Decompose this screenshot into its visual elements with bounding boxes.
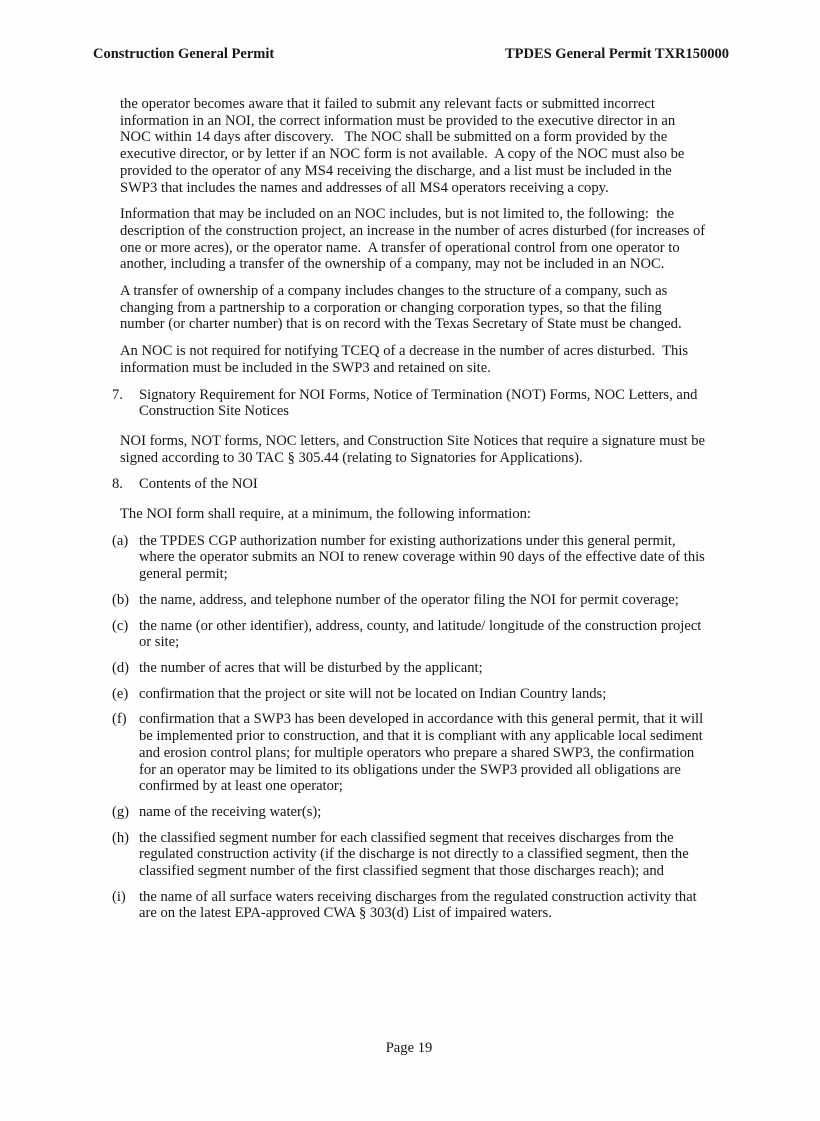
section-7-heading: [112, 387, 706, 420]
list-item-label: (h): [112, 829, 130, 846]
list-item-label: (a): [112, 532, 129, 549]
page-footer: [112, 1040, 706, 1057]
list-item-g: [112, 804, 706, 821]
paragraph-noi-form-intro: The NOI form shall require, at a minimum, the following information:: [120, 506, 531, 523]
list-item-text: the TPDES CGP authorization number for existing authorizations under this general permit, where the operator submits an NOI to renew coverage within 90 days of the effective date of this general permit;: [139, 532, 709, 583]
list-item-text: the classified segment number for each classified segment that receives discharges from the regulated construction activity (if the discharge is not directly to a classified segment, then the classified segment number of the first classified segment that those discharges reach); and: [139, 829, 693, 880]
paragraph-noc-not-required: An NOC is not required for notifying TCEQ of a decrease in the number of acres disturbed. This information must be included in the SWP3 and retained on site.: [120, 343, 692, 376]
list-item-label: (d): [112, 659, 130, 676]
page-header: [93, 46, 729, 63]
page-number: Page 19: [385, 1040, 433, 1056]
paragraph-noc-contents: Information that may be included on an NOC includes, but is not limited to, the following: the description of the construction project, an increase in the number of acres disturbed (for increases of one or more acres), or the operator name. A transfer of operational control from one operator to another, including a transfer of the ownership of a company, may not be included in an NOC.: [120, 206, 709, 273]
section-number: 8.: [112, 476, 123, 493]
list-item-f: [112, 711, 706, 795]
list-item-c: [112, 618, 706, 651]
section-number: 7.: [112, 386, 123, 403]
section-title: Signatory Requirement for NOI Forms, Notice of Termination (NOT) Forms, NOC Letters, and Construction Site Notices: [139, 386, 702, 420]
paragraph-noc-correction: the operator becomes aware that it failed to submit any relevant facts or submitted incorrect information in an NOI, the correct information must be provided to the executive director in an NOC within 14 days after discovery. The NOC shall be submitted on a form provided by the executive director, or by letter if an NOC form is not available. A copy of the NOC must also be provided to the operator of any MS4 receiving the discharge, and a list must be included in the SWP3 that includes the names and addresses of all MS4 operators receiving a copy.: [120, 96, 689, 196]
list-item-text: name of the receiving water(s);: [139, 803, 322, 820]
list-item-e: [112, 686, 706, 703]
list-item-b: [112, 592, 706, 609]
list-item-h: [112, 830, 706, 880]
paragraph-signatory: NOI forms, NOT forms, NOC letters, and Construction Site Notices that require a signature must be signed according to 30 TAC § 305.44 (relating to Signatories for Applications).: [120, 432, 709, 466]
header-right-title: TPDES General Permit TXR150000: [504, 46, 729, 62]
list-item-label: (g): [112, 803, 130, 820]
list-item-text: the name (or other identifier), address, county, and latitude/ longitude of the construction project or site;: [139, 617, 706, 651]
list-item-text: the number of acres that will be disturbed by the applicant;: [139, 659, 483, 676]
header-left-title: Construction General Permit: [93, 46, 275, 62]
list-item-text: the name of all surface waters receiving discharges from the regulated construction activity that are on the latest EPA-approved CWA § 303(d) List of impaired waters.: [139, 888, 701, 922]
list-item-text: confirmation that the project or site will not be located on Indian Country lands;: [139, 685, 607, 702]
list-item-label: (f): [112, 711, 127, 728]
section-8-heading: [112, 476, 706, 493]
list-item-i: [112, 889, 706, 922]
paragraph-ownership-transfer: A transfer of ownership of a company includes changes to the structure of a company, such as changing from a partnership to a corporation or changing corporation types, so that the filing number (or charter number) that is on record with the Texas Secretary of State must be changed.: [120, 283, 682, 333]
list-item-label: (c): [112, 617, 129, 634]
list-item-a: [112, 532, 709, 583]
list-item-text: confirmation that a SWP3 has been developed in accordance with this general permit, that it will be implemented prior to construction, and that it is compliant with any applicable local sediment and erosion control plans; for multiple operators who prepare a shared SWP3, the confirmation for an operator may be limited to its obligations under the SWP3 provided all obligations are confirmed by at least one operator;: [139, 711, 707, 795]
list-item-d: [112, 660, 706, 677]
document-body: [112, 96, 709, 931]
list-item-label: (e): [112, 685, 129, 702]
list-item-label: (i): [112, 888, 126, 905]
list-item-label: (b): [112, 591, 130, 608]
section-title: Contents of the NOI: [139, 476, 258, 493]
list-item-text: the name, address, and telephone number of the operator filing the NOI for permit coverage;: [139, 591, 679, 608]
